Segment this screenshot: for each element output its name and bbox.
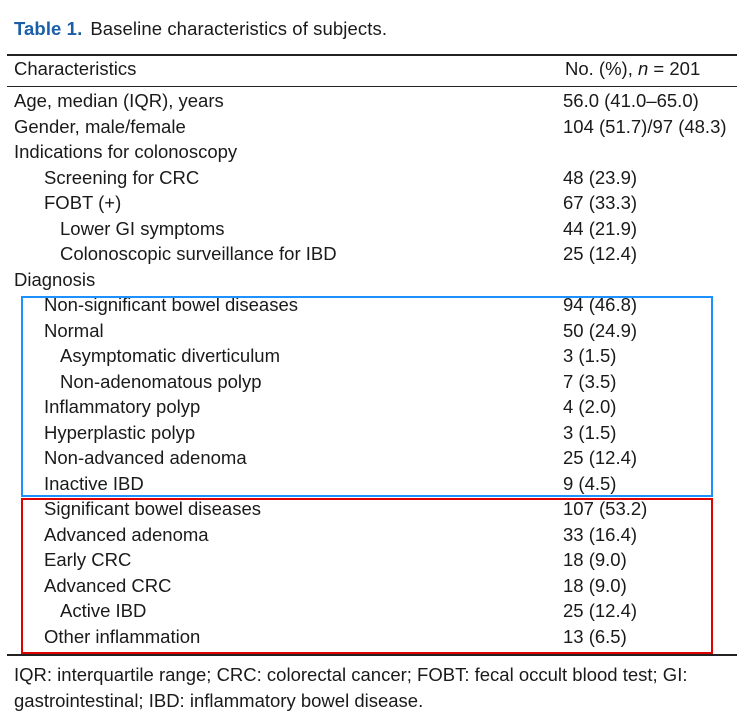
row-value: 7 (3.5) bbox=[563, 370, 617, 392]
row-label: Inflammatory polyp bbox=[44, 396, 201, 417]
row-value: 25 (12.4) bbox=[563, 243, 638, 264]
row-label: Age, median (IQR), years bbox=[14, 90, 224, 111]
row-label: Asymptomatic diverticulum bbox=[60, 345, 281, 366]
row-value: 18 (9.0) bbox=[563, 574, 627, 596]
table-row bbox=[0, 243, 741, 269]
header-count bbox=[565, 58, 700, 80]
row-label: Lower GI symptoms bbox=[60, 217, 225, 239]
row-label: FOBT (+) bbox=[44, 192, 122, 213]
row-label: Non-significant bowel diseases bbox=[44, 294, 298, 315]
table-row bbox=[0, 269, 741, 295]
caption-text: Baseline characteristics of subjects. bbox=[90, 18, 388, 39]
row-value: 9 (4.5) bbox=[563, 472, 617, 494]
header-count-prefix: No. (%), bbox=[565, 58, 638, 79]
row-label: Normal bbox=[44, 319, 104, 341]
row-label: Advanced adenoma bbox=[44, 523, 209, 545]
row-value: 44 (21.9) bbox=[563, 217, 638, 239]
row-value: 25 (12.4) bbox=[563, 447, 638, 468]
row-value: 13 (6.5) bbox=[563, 625, 627, 647]
row-value: 67 (33.3) bbox=[563, 192, 638, 213]
table-footnote: IQR: interquartile range; CRC: colorectal cancer; FOBT: fecal occult blood test; GI: gastrointestinal; IBD: inflammatory bowel disease. bbox=[14, 664, 688, 711]
row-value: 33 (16.4) bbox=[563, 523, 638, 545]
table-row bbox=[0, 192, 741, 218]
row-label: Indications for colonoscopy bbox=[14, 141, 238, 162]
row-label: Other inflammation bbox=[44, 625, 201, 647]
table-row bbox=[0, 218, 741, 244]
bottom-rule bbox=[7, 654, 737, 656]
row-label: Gender, male/female bbox=[14, 115, 186, 137]
row-label: Non-adenomatous polyp bbox=[60, 370, 262, 392]
table-row bbox=[0, 167, 741, 193]
nonsignificant-highlight-box bbox=[21, 296, 713, 497]
row-value: 94 (46.8) bbox=[563, 294, 638, 315]
row-label: Inactive IBD bbox=[44, 472, 144, 494]
header-count-n: n bbox=[637, 58, 649, 79]
row-value: 56.0 (41.0–65.0) bbox=[563, 90, 699, 111]
row-label: Early CRC bbox=[44, 549, 132, 570]
row-value: 104 (51.7)/97 (48.3) bbox=[563, 115, 727, 137]
table-row bbox=[0, 90, 741, 116]
table-row bbox=[0, 141, 741, 167]
table-caption bbox=[14, 18, 387, 40]
row-value: 107 (53.2) bbox=[563, 498, 648, 519]
caption-label: Table 1. bbox=[14, 18, 83, 39]
row-label: Colonoscopic surveillance for IBD bbox=[60, 243, 337, 264]
row-label: Screening for CRC bbox=[44, 166, 200, 188]
row-value: 50 (24.9) bbox=[563, 319, 638, 341]
row-label: Non-advanced adenoma bbox=[44, 447, 247, 468]
row-label: Active IBD bbox=[60, 600, 147, 621]
header-rule bbox=[7, 86, 737, 87]
table-row bbox=[0, 116, 741, 142]
row-label: Significant bowel diseases bbox=[44, 498, 261, 519]
row-label: Diagnosis bbox=[14, 268, 96, 290]
header-count-suffix: = 201 bbox=[648, 58, 701, 79]
row-value: 3 (1.5) bbox=[563, 345, 617, 366]
row-value: 3 (1.5) bbox=[563, 421, 617, 443]
row-value: 4 (2.0) bbox=[563, 396, 617, 417]
top-rule bbox=[7, 54, 737, 56]
row-value: 18 (9.0) bbox=[563, 549, 627, 570]
row-label: Advanced CRC bbox=[44, 574, 172, 596]
row-value: 48 (23.9) bbox=[563, 166, 638, 188]
significant-highlight-box bbox=[21, 498, 713, 654]
row-value: 25 (12.4) bbox=[563, 600, 638, 621]
header-characteristics: Characteristics bbox=[14, 58, 137, 79]
row-label: Hyperplastic polyp bbox=[44, 421, 196, 443]
